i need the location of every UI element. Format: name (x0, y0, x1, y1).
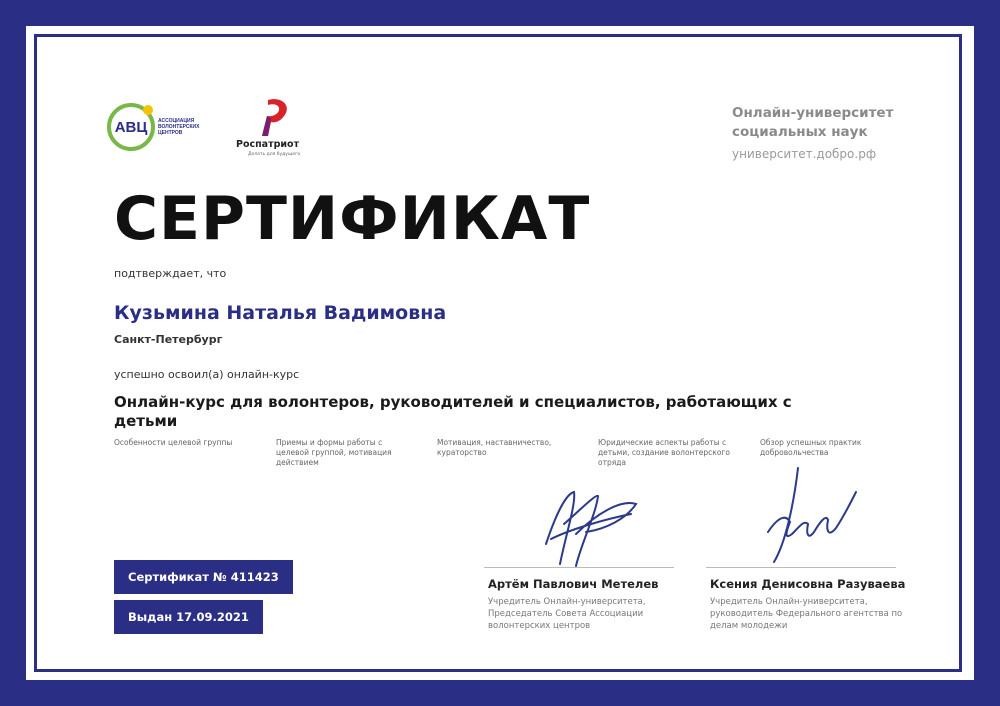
signature-line-2 (706, 567, 896, 568)
certificate-number-badge: Сертификат № 411423 (114, 560, 293, 594)
avc-subtitle-3: ЦЕНТРОВ (158, 130, 183, 136)
signature-1 (526, 474, 656, 574)
signature-2 (756, 462, 866, 572)
avc-logo (106, 100, 206, 154)
passed-text: успешно освоил(а) онлайн-курс (114, 368, 300, 381)
course-title: Онлайн-курс для волонтеров, руководителей и специалистов, работающих с детьми (114, 393, 792, 430)
issue-date-badge: Выдан 17.09.2021 (114, 600, 263, 634)
topic-item: Особенности целевой группы (114, 438, 233, 447)
signatory-role-2: Учредитель Онлайн-университета, руководитель Федерального агентства по делам молодежи (710, 597, 903, 631)
signatory-name-1: Артём Павлович Метелев (488, 577, 659, 591)
topic-item: Приемы и формы работы с целевой группой, мотивация действием (276, 438, 392, 467)
avc-subtitle-2: ВОЛОНТЕРСКИХ (158, 124, 200, 130)
topic-item: Мотивация, наставничество, кураторство (437, 438, 552, 457)
signature-line-1 (484, 567, 674, 568)
university-url: университет.добро.рф (732, 147, 877, 161)
university-title: Онлайн-университет социальных наук (732, 105, 894, 140)
topic-item: Юридические аспекты работы с детьми, создание волонтерского отряда (598, 438, 730, 467)
rospatriot-tagline: Делать для будущего (248, 152, 301, 157)
topic-item: Обзор успешных практик добровольчества (760, 438, 862, 457)
rospatriot-name: Роспатриот (236, 139, 300, 150)
signatory-name-2: Ксения Денисовна Разуваева (710, 577, 906, 591)
person-city: Санкт-Петербург (114, 333, 223, 346)
certificate-paper (26, 26, 974, 680)
avc-subtitle-1: АССОЦИАЦИЯ (158, 118, 195, 124)
avc-abbr: АВЦ (114, 119, 148, 136)
signatory-role-1: Учредитель Онлайн-университета, Председатель Совета Ассоциации волонтерских центров (488, 597, 646, 631)
confirms-text: подтверждает, что (114, 267, 227, 280)
certificate-heading: СЕРТИФИКАТ (114, 184, 591, 254)
person-name: Кузьмина Наталья Вадимовна (114, 302, 447, 324)
